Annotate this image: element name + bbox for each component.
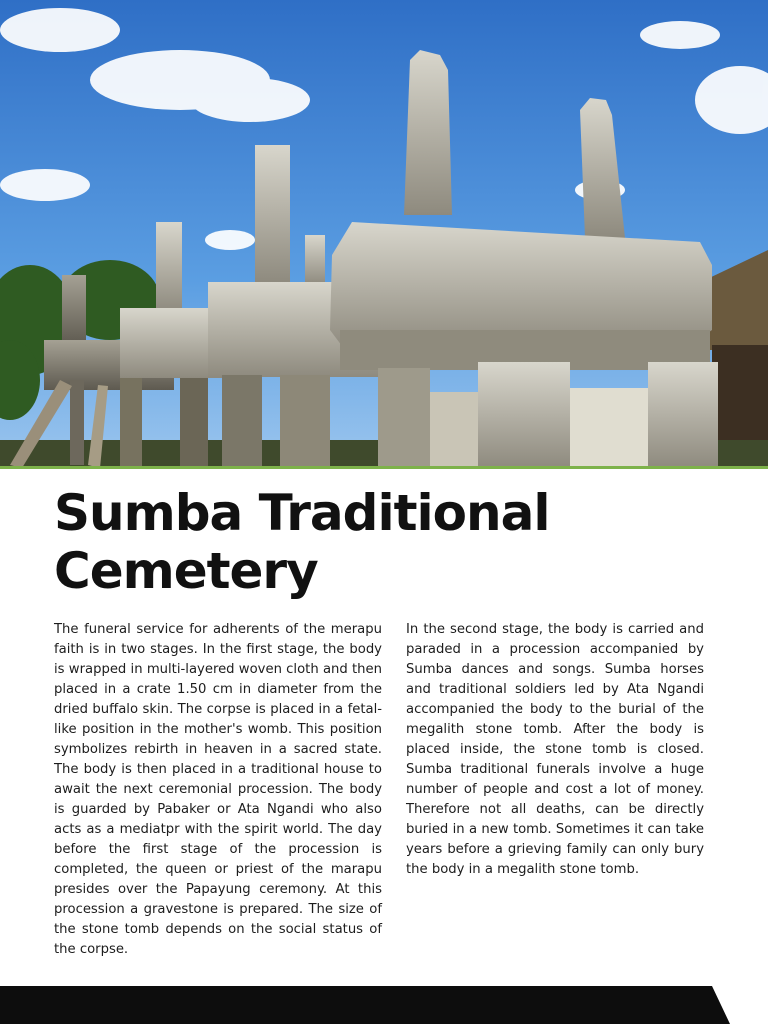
hero-divider [0,466,768,469]
footer-bar [0,986,768,1024]
article-title [54,484,734,600]
megalith-tomb-photo-icon [0,0,768,468]
body-paragraph-left: The funeral service for adherents of the merapu faith is in two stages. In the first stage, the body is wrapped in multi-layered woven cloth and then placed in a crate 1.50 cm in diameter from the dried buffalo skin. The corpse is placed in a fetal-like position in the mother's womb. This position symbolizes rebirth in heaven in a sacred state. The body is then placed in a traditional house to await the next ceremonial procession. The body is guarded by Pabaker or Ata Ngandi who also acts as a mediatpr with the spirit world. The day before the first stage of the procession is completed, the queen or priest of the marapu presides over the Papayung ceremony. At this procession a gravestone is prepared. The size of the stone tomb depends on the social status of the corpse. [54,622,382,957]
title-line-2: Cemetery [54,542,318,600]
hero-photo [0,0,768,468]
body-paragraph-right: In the second stage, the body is carried and paraded in a procession accompanied by Sumba dances and songs. Sumba horses and traditional soldiers led by Ata Ngandi accompanied the body to the burial of the megalith stone tomb. After the body is placed inside, the stone tomb is closed. Sumba traditional funerals involve a huge number of people and cost a lot of money. Therefore not all deaths, can be directly buried in a new tomb. Sometimes it can take years before a grieving family can only bury the body in a megalith stone tomb. [406,622,704,877]
title-line-1: Sumba Traditional [54,484,550,542]
